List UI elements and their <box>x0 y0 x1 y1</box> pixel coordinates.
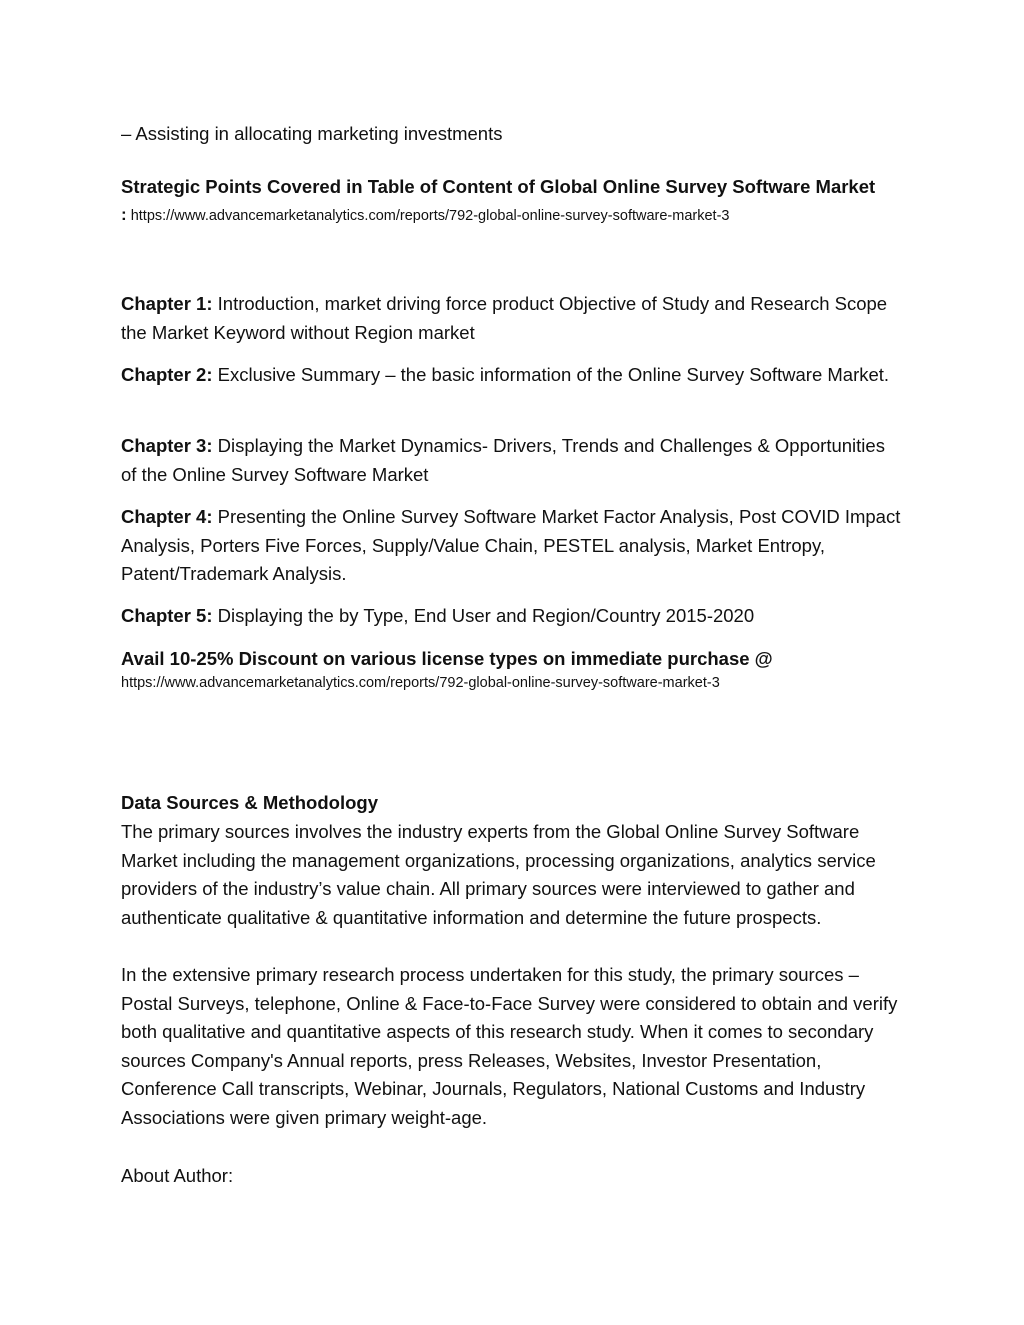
about-author: About Author: <box>121 1165 234 1186</box>
chapter-5 <box>121 602 901 631</box>
chapter-2 <box>121 361 901 390</box>
methodology-paragraph-2: In the extensive primary research process undertaken for this study, the primary sources – Postal Surveys, telephone, Online & Face-to-Face Survey were considered to obtain and verify both qualitative and quantitative aspects of this research study. When it comes to secondary sources Company's Annual reports, press Releases, Websites, Investor Presentation, Conference Call transcripts, Webinar, Journals, Regulators, National Customs and Industry Associations were given primary weight-age. <box>121 964 898 1128</box>
chapter-5-text: Displaying the by Type, End User and Region/Country 2015-2020 <box>217 605 755 626</box>
discount-heading: Avail 10-25% Discount on various license types on immediate purchase @ <box>121 648 773 669</box>
bullet-marketing-investments: – Assisting in allocating marketing investments <box>121 123 503 144</box>
methodology-heading: Data Sources & Methodology <box>121 792 378 813</box>
chapter-1 <box>121 290 901 347</box>
chapter-5-label: Chapter 5: <box>121 605 213 626</box>
chapter-3-label: Chapter 3: <box>121 435 213 456</box>
chapter-2-label: Chapter 2: <box>121 364 213 385</box>
toc-heading: Strategic Points Covered in Table of Content of Global Online Survey Software Market <box>121 176 876 197</box>
toc-url-line <box>121 205 729 226</box>
discount-url-line <box>121 673 720 693</box>
chapter-4-text: Presenting the Online Survey Software Market Factor Analysis, Post COVID Impact Analysis, Porters Five Forces, Supply/Value Chain, PESTEL analysis, Market Entropy, Patent/Trademark Analysis. <box>121 506 901 585</box>
methodology-paragraph-1: The primary sources involves the industry experts from the Global Online Survey Software Market including the management organizations, processing organizations, analytics service providers of the industry’s value chain. All primary sources were interviewed to gather and authenticate qualitative & quantitative information and determine the future prospects. <box>121 821 876 928</box>
chapter-2-text: Exclusive Summary – the basic information of the Online Survey Software Market. <box>217 364 890 385</box>
chapter-1-text: Introduction, market driving force product Objective of Study and Research Scope the Market Keyword without Region market <box>121 293 888 343</box>
toc-report-link[interactable]: https://www.advancemarketanalytics.com/reports/792-global-online-survey-software-market-3 <box>130 208 730 224</box>
discount-report-link[interactable]: https://www.advancemarketanalytics.com/reports/792-global-online-survey-software-market-3 <box>121 675 720 691</box>
chapter-4 <box>121 503 901 589</box>
chapter-3-text: Displaying the Market Dynamics- Drivers, Trends and Challenges & Opportunities of the Online Survey Software Market <box>121 435 885 485</box>
chapter-1-label: Chapter 1: <box>121 293 213 314</box>
chapter-4-label: Chapter 4: <box>121 506 213 527</box>
chapter-3 <box>121 432 901 489</box>
toc-colon: : <box>121 205 127 224</box>
